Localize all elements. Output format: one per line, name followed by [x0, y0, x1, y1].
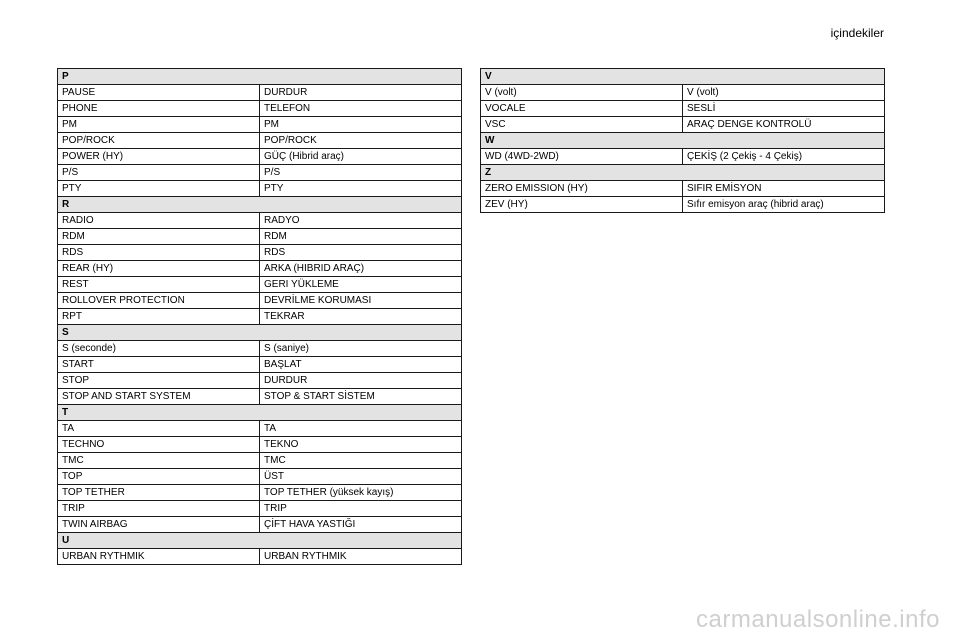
section-header-row [481, 133, 885, 149]
term-original: RPT [58, 309, 260, 325]
section-header-row [58, 325, 462, 341]
term-translation: DEVRİLME KORUMASI [260, 293, 462, 309]
term-original: STOP [58, 373, 260, 389]
term-translation: ÇİFT HAVA YASTIĞI [260, 517, 462, 533]
table-row [58, 261, 462, 277]
table-row [58, 469, 462, 485]
term-translation: TELEFON [260, 101, 462, 117]
term-original: PHONE [58, 101, 260, 117]
section-letter: P [58, 69, 462, 85]
term-translation: TA [260, 421, 462, 437]
section-letter: Z [481, 165, 885, 181]
term-translation: PM [260, 117, 462, 133]
glossary-table-right [480, 68, 885, 213]
term-original: TECHNO [58, 437, 260, 453]
table-row [58, 133, 462, 149]
term-original: RDS [58, 245, 260, 261]
term-translation: RDS [260, 245, 462, 261]
table-row [58, 549, 462, 565]
table-row [58, 341, 462, 357]
term-translation: ARAÇ DENGE KONTROLÜ [683, 117, 885, 133]
table-row [58, 389, 462, 405]
term-translation: SIFIR EMİSYON [683, 181, 885, 197]
term-original: POP/ROCK [58, 133, 260, 149]
term-translation: SESLİ [683, 101, 885, 117]
table-row [58, 421, 462, 437]
term-translation: ÇEKİŞ (2 Çekiş - 4 Çekiş) [683, 149, 885, 165]
term-original: TOP [58, 469, 260, 485]
term-translation: TOP TETHER (yüksek kayış) [260, 485, 462, 501]
table-row [58, 309, 462, 325]
term-original: VSC [481, 117, 683, 133]
term-original: POWER (HY) [58, 149, 260, 165]
glossary-body-left [58, 69, 462, 565]
section-header-row [58, 405, 462, 421]
term-original: ZEV (HY) [481, 197, 683, 213]
term-translation: TMC [260, 453, 462, 469]
term-original: S (seconde) [58, 341, 260, 357]
term-original: P/S [58, 165, 260, 181]
table-row [58, 85, 462, 101]
term-original: URBAN RYTHMIK [58, 549, 260, 565]
glossary-body-right [481, 69, 885, 213]
term-translation: DURDUR [260, 85, 462, 101]
table-row [58, 357, 462, 373]
term-translation: BAŞLAT [260, 357, 462, 373]
table-row [481, 149, 885, 165]
term-original: REST [58, 277, 260, 293]
term-original: TRIP [58, 501, 260, 517]
table-row [58, 437, 462, 453]
watermark: carmanualsonline.info [696, 606, 940, 633]
term-original: PTY [58, 181, 260, 197]
table-row [58, 229, 462, 245]
term-translation: V (volt) [683, 85, 885, 101]
section-letter: W [481, 133, 885, 149]
term-original: V (volt) [481, 85, 683, 101]
term-original: TMC [58, 453, 260, 469]
term-original: ZERO EMISSION (HY) [481, 181, 683, 197]
table-row [58, 213, 462, 229]
term-translation: P/S [260, 165, 462, 181]
table-row [58, 181, 462, 197]
table-row [58, 517, 462, 533]
term-translation: RADYO [260, 213, 462, 229]
table-row [58, 293, 462, 309]
term-original: REAR (HY) [58, 261, 260, 277]
table-row [58, 101, 462, 117]
term-translation: POP/ROCK [260, 133, 462, 149]
table-row [58, 453, 462, 469]
term-translation: Sıfır emisyon araç (hibrid araç) [683, 197, 885, 213]
table-row [58, 277, 462, 293]
table-row [58, 117, 462, 133]
term-original: VOCALE [481, 101, 683, 117]
table-row [481, 117, 885, 133]
term-original: PM [58, 117, 260, 133]
table-row [58, 245, 462, 261]
term-original: TOP TETHER [58, 485, 260, 501]
section-header-row [58, 69, 462, 85]
table-row [481, 85, 885, 101]
table-row [58, 165, 462, 181]
section-letter: T [58, 405, 462, 421]
term-original: WD (4WD-2WD) [481, 149, 683, 165]
term-original: ROLLOVER PROTECTION [58, 293, 260, 309]
term-original: PAUSE [58, 85, 260, 101]
table-row [58, 149, 462, 165]
table-row [58, 485, 462, 501]
section-header-row [58, 197, 462, 213]
term-translation: S (saniye) [260, 341, 462, 357]
term-original: START [58, 357, 260, 373]
term-original: TA [58, 421, 260, 437]
page-header-title: içindekiler [830, 26, 884, 40]
section-header-row [481, 165, 885, 181]
term-translation: RDM [260, 229, 462, 245]
section-letter: S [58, 325, 462, 341]
table-row [481, 101, 885, 117]
section-letter: R [58, 197, 462, 213]
term-translation: STOP & START SİSTEM [260, 389, 462, 405]
glossary-table-left [57, 68, 462, 565]
term-translation: URBAN RYTHMIK [260, 549, 462, 565]
table-row [58, 373, 462, 389]
term-translation: GERI YÜKLEME [260, 277, 462, 293]
term-original: TWIN AIRBAG [58, 517, 260, 533]
section-header-row [481, 69, 885, 85]
table-row [481, 197, 885, 213]
section-letter: U [58, 533, 462, 549]
term-translation: PTY [260, 181, 462, 197]
term-original: RDM [58, 229, 260, 245]
table-row [481, 181, 885, 197]
term-original: RADIO [58, 213, 260, 229]
term-translation: TEKNO [260, 437, 462, 453]
term-translation: ÜST [260, 469, 462, 485]
section-header-row [58, 533, 462, 549]
term-translation: TEKRAR [260, 309, 462, 325]
section-letter: V [481, 69, 885, 85]
term-translation: DURDUR [260, 373, 462, 389]
term-translation: ARKA (HIBRID ARAÇ) [260, 261, 462, 277]
term-translation: GÜÇ (Hibrid araç) [260, 149, 462, 165]
term-original: STOP AND START SYSTEM [58, 389, 260, 405]
term-translation: TRIP [260, 501, 462, 517]
table-row [58, 501, 462, 517]
